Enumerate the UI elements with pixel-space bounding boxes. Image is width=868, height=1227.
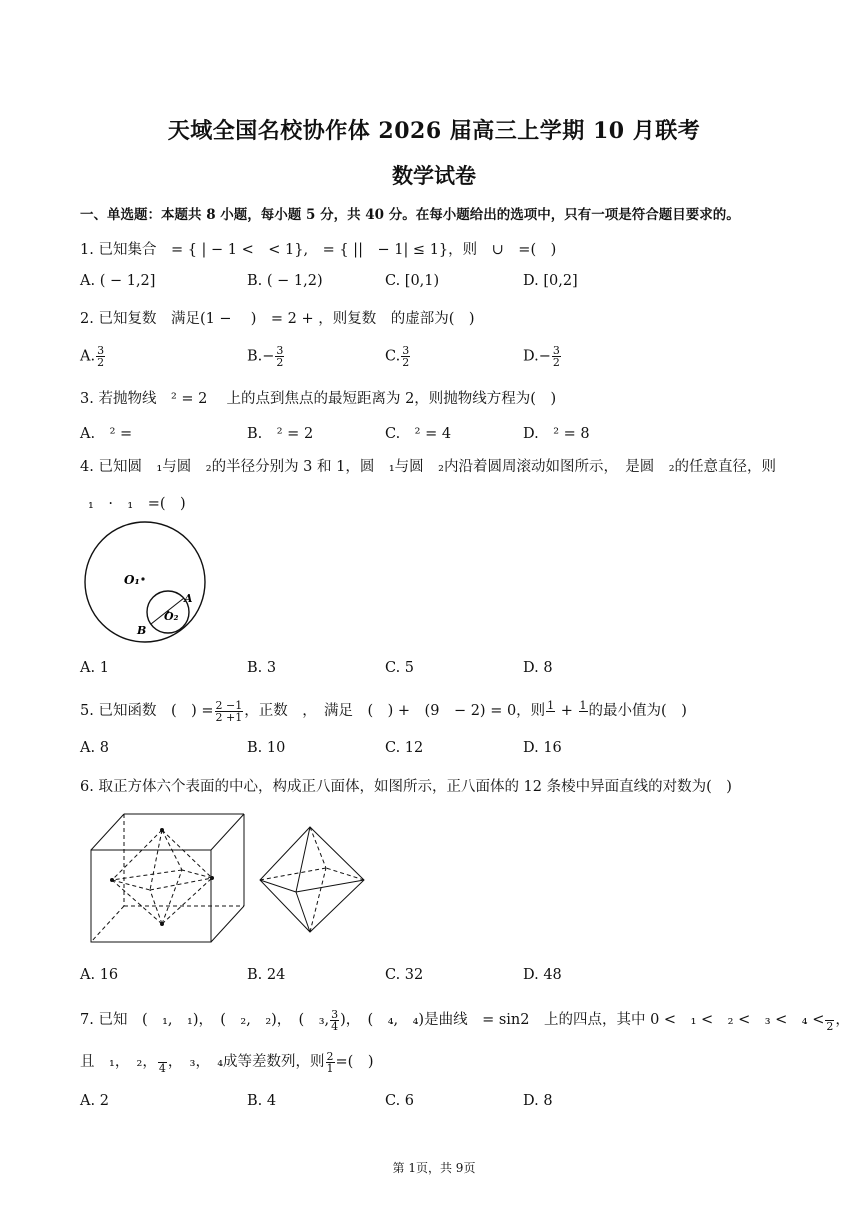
question-7-line-1 [80, 1008, 850, 1032]
q5-text-a: 5. 已知函数 ( ) = [80, 703, 214, 719]
fraction [579, 700, 588, 723]
cube-edge [211, 906, 244, 942]
option-sign: − [538, 348, 551, 365]
question-4-line-2: ₁ · ₁ =( ) [88, 496, 186, 512]
fraction-numerator: 3 [276, 344, 284, 357]
question-4-line-1: 4. 已知圆 ₁与圆 ₂的半径分别为 3 和 1，圆 ₁与圆 ₂内沿着圆周滚动如图所示， 是圆 ₂的任意直径，则 [80, 459, 777, 475]
octahedron-hidden-edges [260, 827, 364, 932]
fraction [158, 1051, 167, 1074]
option-c [385, 345, 411, 368]
option-b: B. ² = 2 [247, 426, 314, 442]
fraction-numerator: 2 −1 [215, 698, 243, 712]
option-c: C. 32 [385, 967, 424, 983]
question-1: 1. 已知集合 = { | − 1 < < 1}, = { || − 1| ≤ 1}，则 ∪ =( ) [80, 242, 557, 258]
fraction-denominator: 2 [276, 356, 284, 369]
option-label: A. [80, 348, 96, 365]
page-subtitle: 数学试卷 [392, 163, 476, 188]
question-7-line-2 [80, 1050, 373, 1074]
option-d: D. ² = 8 [523, 426, 590, 442]
fraction-denominator [546, 712, 555, 723]
option-a: A. 16 [80, 967, 119, 983]
cube-with-octahedron [91, 814, 244, 942]
fraction-numerator: 3 [97, 344, 105, 357]
q7-text-1a: 7. 已知 ( ₁, ₁)， ( ₂, ₂)， ( ₃, [80, 1012, 330, 1028]
fraction [215, 700, 244, 723]
option-b: B. ( − 1,2) [247, 273, 323, 289]
option-a: A. ² = [80, 426, 133, 442]
label-o1: O₁ [124, 573, 140, 587]
section-heading: 一、单选题：本题共 8 小题，每小题 5 分，共 40 分。在每小题给出的选项中，只有一项是符合题目要求的。 [80, 207, 740, 223]
option-b: B. 24 [247, 967, 286, 983]
cube-front-face [91, 850, 211, 942]
question-6: 6. 取正方体六个表面的中心，构成正八面体，如图所示，正八面体的 12 条棱中异面直线的对数为( ) [80, 779, 732, 795]
question-6-options [80, 967, 780, 987]
option-c: C. 6 [385, 1093, 415, 1109]
octahedron-edge [296, 892, 310, 932]
option-sign: − [262, 348, 275, 365]
rolling-circles-figure [80, 520, 210, 645]
option-d: D. 48 [523, 967, 562, 983]
option-label: D. [523, 348, 539, 365]
cube-edge [211, 814, 244, 850]
option-a: A. ( − 1,2] [80, 273, 156, 289]
question-4-options [80, 660, 780, 680]
option-a: A. 2 [80, 1093, 109, 1109]
page-footer: 第 1页，共 9页 [392, 1161, 476, 1175]
fraction-numerator: 3 [402, 344, 410, 357]
fraction-numerator: 3 [331, 1007, 339, 1021]
option-c: C. [0,1) [385, 273, 440, 289]
fraction-denominator: 2 +1 [215, 710, 243, 724]
option-b: B. 4 [247, 1093, 277, 1109]
question-1-options [80, 273, 780, 293]
option-label: B. [247, 348, 263, 365]
question-5-options [80, 740, 780, 760]
option-b: B. 10 [247, 740, 286, 756]
fraction [326, 1051, 335, 1074]
option-c: C. 12 [385, 740, 424, 756]
option-d: D. 8 [523, 1093, 553, 1109]
option-a: A. 8 [80, 740, 109, 756]
fraction [330, 1009, 339, 1032]
question-7-options [80, 1093, 780, 1113]
label-a: A [184, 592, 193, 605]
octahedron-outline [260, 827, 364, 932]
question-3-options [80, 422, 780, 442]
option-c: C. ² = 4 [385, 426, 452, 442]
question-2-options [80, 344, 780, 369]
option-a [80, 345, 106, 368]
fraction [401, 345, 410, 368]
label-b: B [137, 624, 147, 637]
fraction [546, 700, 555, 723]
fraction-numerator: 1 [579, 698, 587, 712]
octahedron-in-cube [112, 830, 212, 924]
q5-text-d: 的最小值为( ) [588, 703, 687, 719]
option-a: A. 1 [80, 660, 109, 676]
fraction-denominator: 1 [326, 1061, 334, 1075]
cube-edge [91, 814, 124, 850]
fraction-numerator [158, 1051, 167, 1063]
option-label: C. [385, 348, 401, 365]
question-3: 3. 若抛物线 ² = 2 上的点到焦点的最短距离为 2，则抛物线方程为( ) [80, 391, 557, 407]
q7-text-2c: =( ) [335, 1054, 374, 1070]
fraction-denominator: 2 [402, 356, 410, 369]
fraction-denominator: 2 [97, 356, 105, 369]
hidden-cube-edges [91, 814, 244, 942]
q5-text-b: ，正数 ， 满足 ( ) + (9 − 2) = 0，则 [244, 703, 546, 719]
fraction [275, 345, 284, 368]
question-2: 2. 已知复数 满足(1 − ) = 2 + ，则复数 的虚部为( ) [80, 311, 475, 327]
fraction-denominator: 2 [552, 356, 560, 369]
octahedron-figures [82, 812, 382, 947]
fraction-numerator [825, 1009, 834, 1021]
label-o2: O₂ [164, 610, 179, 623]
q7-text-2a: 且 ₁， ₂， [80, 1054, 157, 1070]
fraction-denominator: 4 [331, 1019, 339, 1033]
option-b: B. 3 [247, 660, 277, 676]
option-d: D. [0,2] [523, 273, 578, 289]
option-d [523, 345, 562, 368]
fraction [552, 345, 561, 368]
fraction-numerator: 2 [326, 1049, 334, 1063]
octahedron-edge [296, 827, 310, 892]
page-title: 天域全国名校协作体 2026 届高三上学期 10 月联考 [167, 118, 701, 144]
option-d: D. 16 [523, 740, 562, 756]
fraction-denominator: 2 [826, 1019, 834, 1033]
option-c: C. 5 [385, 660, 415, 676]
q7-text-2b: ， ₃， ₄成等差数列，则 [167, 1054, 325, 1070]
octahedron [260, 827, 364, 932]
q7-text-1b: )， ( ₄, ₄)是曲线 = sin2 上的四点，其中 0 < ₁ < ₂ < ₃ < ₄ < [340, 1012, 825, 1028]
fraction-numerator: 3 [552, 344, 560, 357]
fraction-denominator [579, 712, 588, 723]
q5-text-c: + [556, 703, 578, 719]
center-o1-dot [141, 577, 144, 580]
fraction [825, 1009, 834, 1032]
fraction [96, 345, 105, 368]
q7-text-1c: ， [835, 1012, 850, 1028]
fraction-numerator: 1 [547, 698, 555, 712]
option-b [247, 345, 285, 368]
question-5 [80, 699, 687, 723]
option-d: D. 8 [523, 660, 553, 676]
fraction-denominator: 4 [158, 1061, 166, 1075]
